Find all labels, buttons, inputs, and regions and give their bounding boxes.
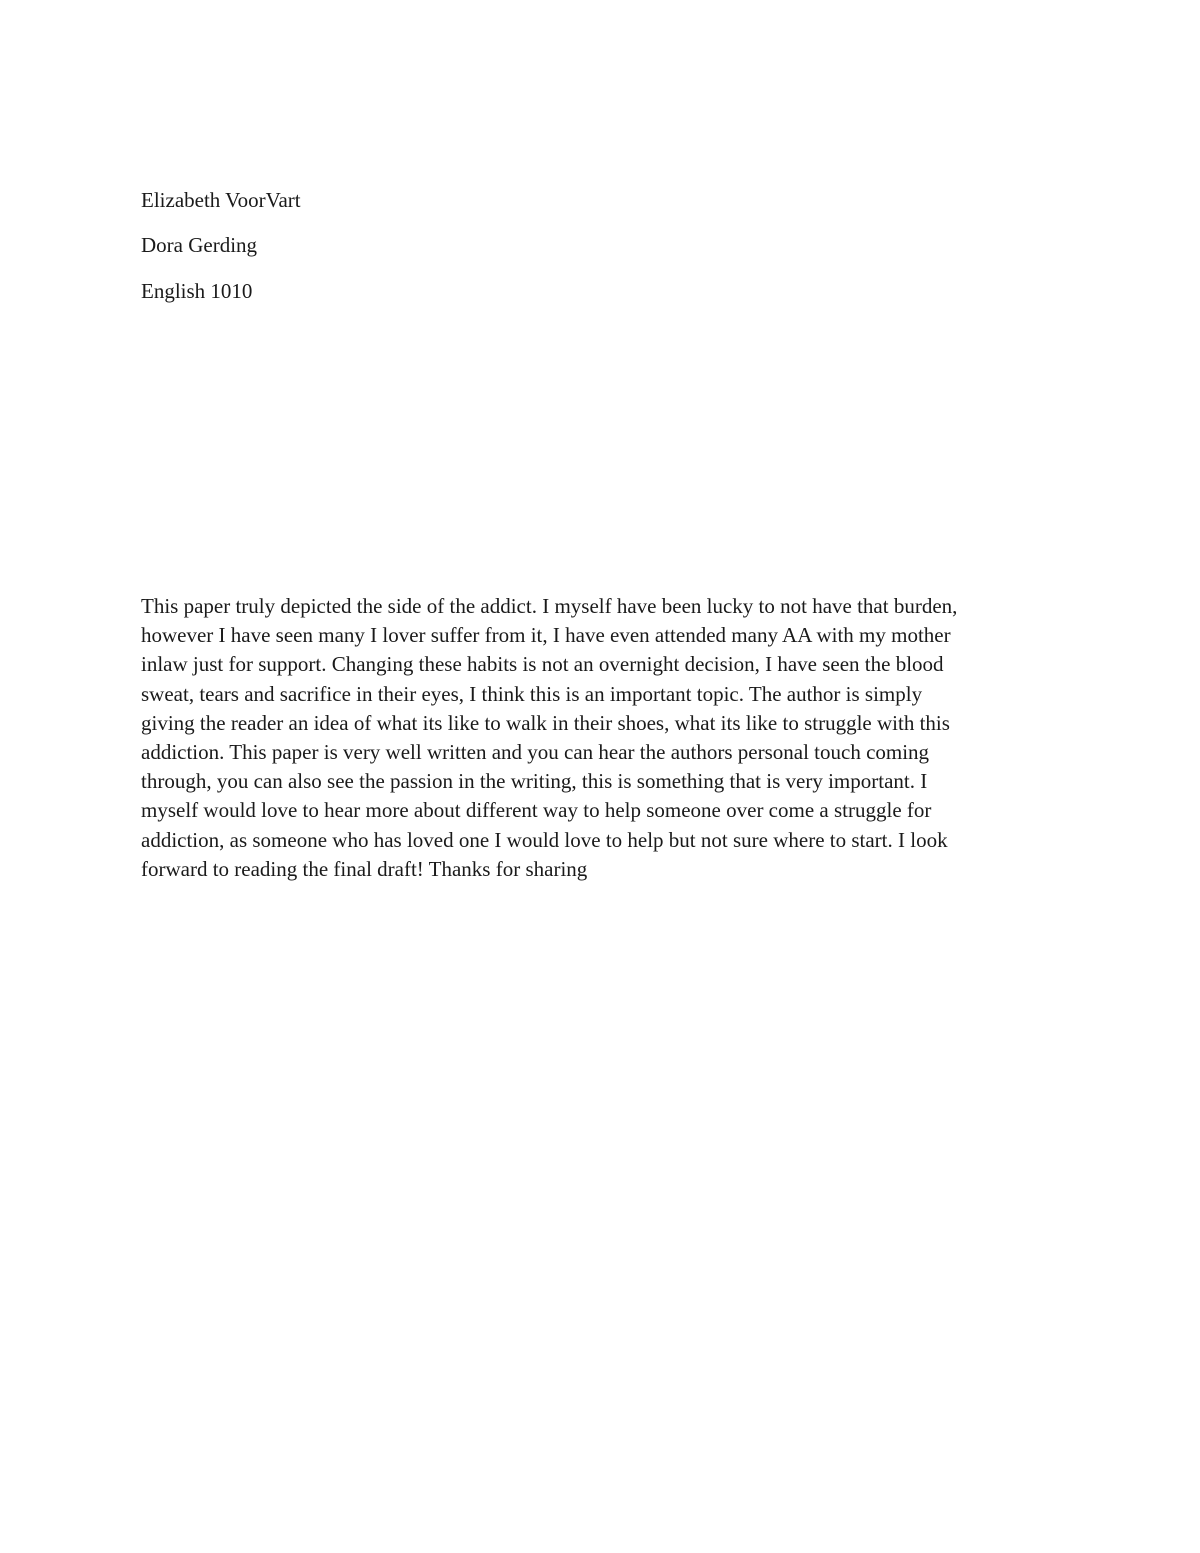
author-name: Elizabeth VoorVart [141,188,301,212]
paragraph-line: addiction, as someone who has loved one I would love to help but not sure where to start. I look [141,827,948,852]
body-paragraph [141,592,1071,884]
course-name: English 1010 [141,279,253,303]
paragraph-line: inlaw just for support. Changing these habits is not an overnight decision, I have seen the blood [141,652,944,677]
paragraph-line: sweat, tears and sacrifice in their eyes, I think this is an important topic. The author is simply [141,681,923,706]
paragraph-line: myself would love to hear more about different way to help someone over come a struggle for [141,798,932,823]
paragraph-line: however I have seen many I lover suffer from it, I have even attended many AA with my mother [141,623,951,648]
paragraph-line: giving the reader an idea of what its like to walk in their shoes, what its like to struggle with this [141,710,950,735]
paragraph-line: This paper truly depicted the side of the addict. I myself have been lucky to not have that burden, [141,594,958,618]
paragraph-line: addiction. This paper is very well written and you can hear the authors personal touch coming [141,740,930,765]
instructor-name: Dora Gerding [141,233,258,257]
paragraph-line: through, you can also see the passion in the writing, this is something that is very important. I [141,769,928,794]
paragraph-line: forward to reading the final draft! Thanks for sharing [141,856,588,881]
